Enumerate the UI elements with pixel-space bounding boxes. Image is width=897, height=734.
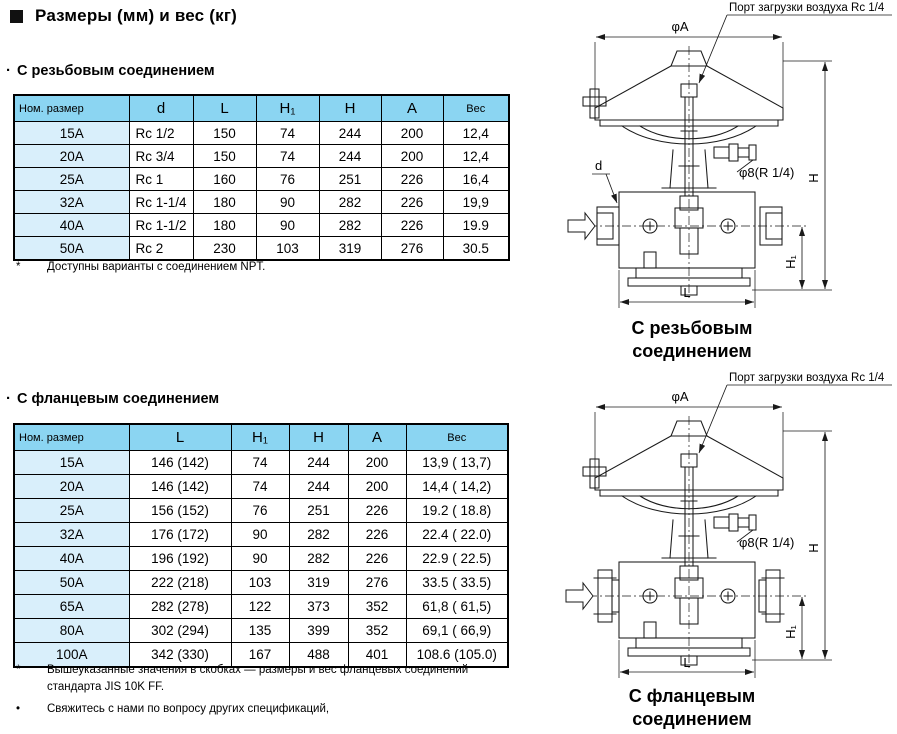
table-cell: 65A bbox=[14, 595, 129, 619]
threaded-valve-drawing bbox=[562, 0, 894, 366]
table-row bbox=[14, 499, 508, 523]
table-cell: 20A bbox=[14, 475, 129, 499]
table-cell: 90 bbox=[256, 214, 319, 237]
col-header-weight: Вес bbox=[406, 424, 508, 451]
table-cell: 61,8 ( 61,5) bbox=[406, 595, 508, 619]
table-cell: 122 bbox=[231, 595, 289, 619]
table-cell: 76 bbox=[256, 168, 319, 191]
footnote-text: Вышеуказанные значения в скобках — размеры и вес фланцевых соединений стандарта JIS 10K FF. bbox=[47, 664, 469, 693]
col-header-L: L bbox=[129, 424, 231, 451]
table-cell: 100A bbox=[14, 643, 129, 668]
phi8-fitting bbox=[714, 514, 756, 531]
footnote-contact bbox=[14, 701, 514, 718]
table-cell: 226 bbox=[348, 499, 406, 523]
table-cell: 251 bbox=[289, 499, 348, 523]
table-cell: 488 bbox=[289, 643, 348, 668]
dim-label-H1: H₁ bbox=[783, 625, 798, 639]
actuator-dome bbox=[583, 421, 783, 514]
table-row bbox=[14, 122, 509, 145]
table-cell: 276 bbox=[381, 237, 443, 261]
table-cell: 226 bbox=[381, 191, 443, 214]
table-cell: 282 (278) bbox=[129, 595, 231, 619]
title-square-icon bbox=[10, 10, 23, 23]
flanged-dimensions-table bbox=[13, 423, 509, 668]
table-cell: 244 bbox=[319, 145, 381, 168]
table-cell: 373 bbox=[289, 595, 348, 619]
table-cell: 352 bbox=[348, 619, 406, 643]
table-row bbox=[14, 451, 508, 475]
table-cell: 90 bbox=[231, 523, 289, 547]
table-cell: 103 bbox=[256, 237, 319, 261]
table-header-row bbox=[14, 424, 508, 451]
col-header-H1: H₁ bbox=[231, 424, 289, 451]
table-header-row bbox=[14, 95, 509, 122]
footnote-text: Доступны варианты с соединением NPT. bbox=[47, 261, 266, 273]
table-cell: 342 (330) bbox=[129, 643, 231, 668]
section-title-threaded-text: С резьбовым соединением bbox=[17, 62, 215, 79]
table-cell: 19.9 bbox=[443, 214, 509, 237]
table-cell: 352 bbox=[348, 595, 406, 619]
table-cell: 282 bbox=[289, 547, 348, 571]
table-cell: 13,9 ( 13,7) bbox=[406, 451, 508, 475]
table-cell: 156 (152) bbox=[129, 499, 231, 523]
table-cell: 30.5 bbox=[443, 237, 509, 261]
table-cell: 74 bbox=[256, 145, 319, 168]
footnote-text: Свяжитесь с нами по вопросу других спецификаций, bbox=[47, 703, 330, 715]
page-title bbox=[10, 6, 237, 26]
table-cell: 180 bbox=[193, 191, 256, 214]
table-cell: 74 bbox=[231, 475, 289, 499]
table-cell: 401 bbox=[348, 643, 406, 668]
dim-label-phiA: φA bbox=[671, 19, 689, 34]
drawing-caption-line1: С фланцевым bbox=[628, 686, 756, 706]
col-header-nominal-size: Ном. размер bbox=[14, 424, 129, 451]
table-row bbox=[14, 214, 509, 237]
valve-body bbox=[597, 192, 782, 295]
table-cell: 282 bbox=[319, 191, 381, 214]
table-cell: 226 bbox=[348, 547, 406, 571]
col-header-H: H bbox=[319, 95, 381, 122]
table-cell: 76 bbox=[231, 499, 289, 523]
table-row bbox=[14, 191, 509, 214]
col-header-A: A bbox=[348, 424, 406, 451]
table-cell: 200 bbox=[381, 145, 443, 168]
dim-label-phi8: φ8(R 1/4) bbox=[739, 535, 795, 550]
table-cell: 226 bbox=[381, 168, 443, 191]
table-cell: 244 bbox=[289, 451, 348, 475]
table-cell: 319 bbox=[289, 571, 348, 595]
dim-label-L: L bbox=[683, 285, 691, 300]
dim-label-phiA: φA bbox=[671, 389, 689, 404]
dim-label-L: L bbox=[683, 655, 691, 670]
table-cell: 50A bbox=[14, 571, 129, 595]
flow-arrow-icon bbox=[568, 213, 595, 239]
table-cell: 167 bbox=[231, 643, 289, 668]
footnote-marker: * bbox=[16, 664, 21, 676]
threaded-table-body bbox=[14, 122, 509, 261]
flow-arrow-icon bbox=[566, 583, 593, 609]
table-cell: 200 bbox=[348, 451, 406, 475]
table-cell: 15A bbox=[14, 122, 129, 145]
table-cell: 226 bbox=[381, 214, 443, 237]
footnote-npt bbox=[14, 259, 494, 276]
table-cell: 160 bbox=[193, 168, 256, 191]
dim-label-H: H bbox=[806, 543, 821, 553]
section-title-flanged bbox=[6, 390, 219, 407]
col-header-weight: Вес bbox=[443, 95, 509, 122]
col-header-A: A bbox=[381, 95, 443, 122]
table-cell: Rc 1/2 bbox=[129, 122, 193, 145]
col-header-d: d bbox=[129, 95, 193, 122]
table-cell: 200 bbox=[348, 475, 406, 499]
col-header-L: L bbox=[193, 95, 256, 122]
section-title-flanged-text: С фланцевым соединением bbox=[17, 390, 220, 407]
table-cell: 14,4 ( 14,2) bbox=[406, 475, 508, 499]
callout-leader bbox=[699, 15, 727, 83]
footnote-marker: * bbox=[16, 261, 21, 273]
d-leader bbox=[606, 174, 617, 203]
dim-label-H: H bbox=[806, 173, 821, 183]
table-cell: Rc 1-1/2 bbox=[129, 214, 193, 237]
table-cell: 40A bbox=[14, 214, 129, 237]
table-row bbox=[14, 619, 508, 643]
table-cell: 12,4 bbox=[443, 122, 509, 145]
air-port-label: Порт загрузки воздуха Rc 1/4 bbox=[729, 2, 885, 14]
table-cell: 32A bbox=[14, 191, 129, 214]
table-cell: 90 bbox=[231, 547, 289, 571]
table-row bbox=[14, 547, 508, 571]
table-cell: 244 bbox=[289, 475, 348, 499]
table-cell: 282 bbox=[319, 214, 381, 237]
col-header-H: H bbox=[289, 424, 348, 451]
drawing-caption-line2: соединением bbox=[632, 709, 752, 729]
table-cell: 90 bbox=[256, 191, 319, 214]
page-title-text: Размеры (мм) и вес (кг) bbox=[35, 6, 237, 25]
table-cell: 176 (172) bbox=[129, 523, 231, 547]
table-cell: 196 (192) bbox=[129, 547, 231, 571]
table-cell: 244 bbox=[319, 122, 381, 145]
flanged-table-body bbox=[14, 451, 508, 668]
dim-label-phi8: φ8(R 1/4) bbox=[739, 165, 795, 180]
table-cell: 40A bbox=[14, 547, 129, 571]
callout-leader bbox=[699, 385, 727, 453]
dim-label-H1: H₁ bbox=[783, 255, 798, 269]
table-cell: 22.4 ( 22.0) bbox=[406, 523, 508, 547]
table-cell: 150 bbox=[193, 145, 256, 168]
drawing-caption-line1: С резьбовым bbox=[631, 318, 753, 338]
table-cell: 32A bbox=[14, 523, 129, 547]
table-cell: 150 bbox=[193, 122, 256, 145]
footnote-jis bbox=[14, 662, 514, 695]
table-cell: 226 bbox=[348, 523, 406, 547]
air-port-label: Порт загрузки воздуха Rc 1/4 bbox=[729, 372, 885, 384]
table-cell: 135 bbox=[231, 619, 289, 643]
table-row bbox=[14, 571, 508, 595]
threaded-dimensions-table bbox=[13, 94, 510, 261]
table-cell: 180 bbox=[193, 214, 256, 237]
table-cell: 25A bbox=[14, 168, 129, 191]
table-cell: 25A bbox=[14, 499, 129, 523]
flanged-valve-drawing bbox=[562, 370, 894, 734]
table-cell: 103 bbox=[231, 571, 289, 595]
table-cell: Rc 2 bbox=[129, 237, 193, 261]
table-cell: 282 bbox=[289, 523, 348, 547]
table-cell: 80A bbox=[14, 619, 129, 643]
table-cell: 251 bbox=[319, 168, 381, 191]
section-bullet: · bbox=[6, 390, 11, 407]
table-cell: 22.9 ( 22.5) bbox=[406, 547, 508, 571]
table-cell: 230 bbox=[193, 237, 256, 261]
table-cell: 146 (142) bbox=[129, 451, 231, 475]
table-cell: 74 bbox=[231, 451, 289, 475]
col-header-H1: H₁ bbox=[256, 95, 319, 122]
table-cell: 19.2 ( 18.8) bbox=[406, 499, 508, 523]
table-cell: 399 bbox=[289, 619, 348, 643]
table-cell: Rc 1-1/4 bbox=[129, 191, 193, 214]
footnote-marker: • bbox=[16, 703, 21, 715]
table-cell: 108.6 (105.0) bbox=[406, 643, 508, 668]
table-cell: 50A bbox=[14, 237, 129, 261]
table-cell: 19,9 bbox=[443, 191, 509, 214]
dim-label-d: d bbox=[595, 158, 603, 173]
table-row bbox=[14, 523, 508, 547]
section-title-threaded bbox=[6, 62, 215, 79]
table-cell: 146 (142) bbox=[129, 475, 231, 499]
table-cell: 12,4 bbox=[443, 145, 509, 168]
col-header-nominal-size: Ном. размер bbox=[14, 95, 129, 122]
table-cell: 222 (218) bbox=[129, 571, 231, 595]
table-cell: Rc 3/4 bbox=[129, 145, 193, 168]
actuator-dome bbox=[583, 51, 783, 144]
table-cell: 74 bbox=[256, 122, 319, 145]
table-cell: Rc 1 bbox=[129, 168, 193, 191]
drawing-caption-line2: соединением bbox=[632, 341, 752, 361]
table-cell: 16,4 bbox=[443, 168, 509, 191]
table-cell: 319 bbox=[319, 237, 381, 261]
table-row bbox=[14, 475, 508, 499]
table-row bbox=[14, 595, 508, 619]
table-cell: 302 (294) bbox=[129, 619, 231, 643]
table-cell: 276 bbox=[348, 571, 406, 595]
phi8-fitting bbox=[714, 144, 756, 161]
table-row bbox=[14, 237, 509, 261]
table-cell: 33.5 ( 33.5) bbox=[406, 571, 508, 595]
table-cell: 15A bbox=[14, 451, 129, 475]
table-cell: 200 bbox=[381, 122, 443, 145]
table-cell: 20A bbox=[14, 145, 129, 168]
table-row bbox=[14, 145, 509, 168]
table-cell: 69,1 ( 66,9) bbox=[406, 619, 508, 643]
table-row bbox=[14, 168, 509, 191]
section-bullet: · bbox=[6, 62, 11, 79]
